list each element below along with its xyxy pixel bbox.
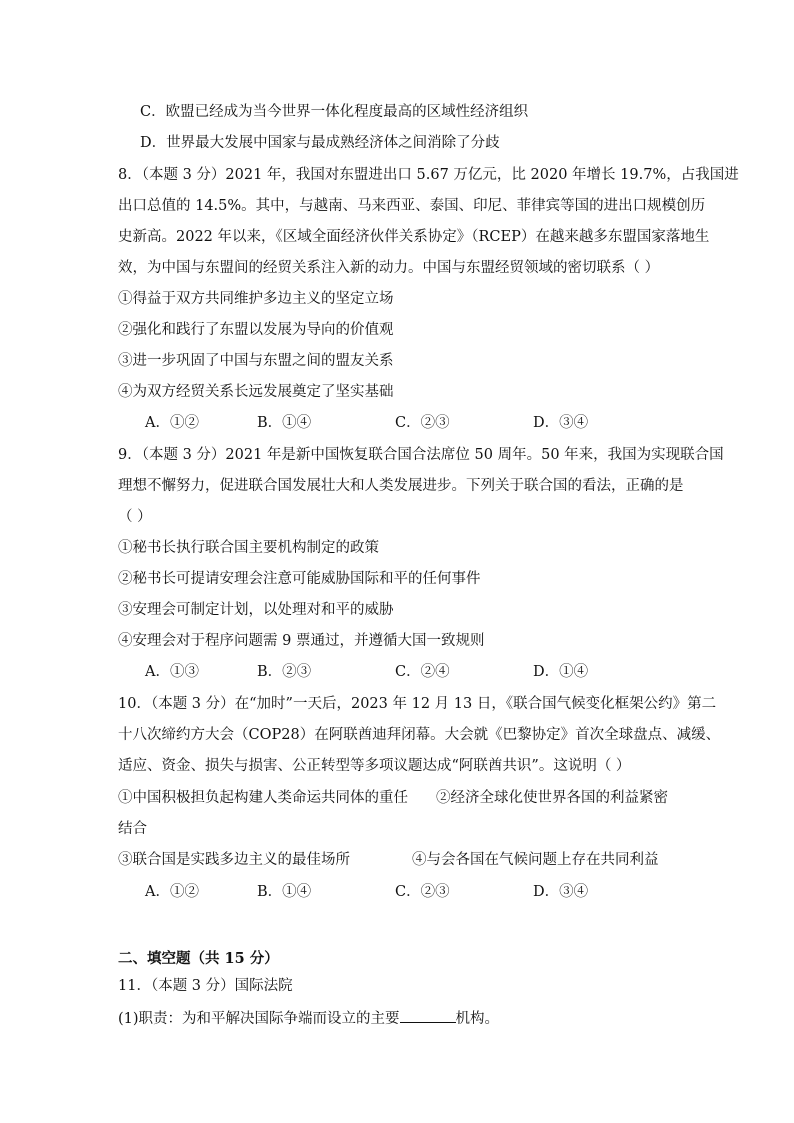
- q8-stem-line-1: 8．（本题 3 分）2021 年，我国对东盟进出口 5.67 万亿元，比 2020 年增长 19.7%，占我国进: [118, 167, 739, 183]
- q10-choice-b[interactable]: B．①④: [257, 884, 312, 900]
- q10-choice-c[interactable]: C．②③: [395, 884, 450, 900]
- q10-choice-a[interactable]: A．①②: [145, 884, 199, 900]
- q9-stem-line-3: （ ）: [118, 509, 152, 525]
- q8-statement-1: ①得益于双方共同维护多边主义的坚定立场: [118, 291, 394, 307]
- q7-option-c[interactable]: C．欧盟已经成为当今世界一体化程度最高的区域性经济组织: [140, 104, 529, 120]
- q8-choice-a[interactable]: A．①②: [145, 415, 199, 431]
- q9-statement-3: ③安理会可制定计划，以处理对和平的威胁: [118, 602, 394, 618]
- q8-statement-2: ②强化和践行了东盟以发展为导向的价值观: [118, 322, 394, 338]
- q10-statement-2-cont: 结合: [118, 821, 147, 837]
- q11-stem: 11．（本题 3 分）国际法院: [118, 978, 293, 994]
- q9-choice-d[interactable]: D．①④: [533, 664, 589, 680]
- q9-stem-line-1: 9．（本题 3 分）2021 年是新中国恢复联合国合法席位 50 周年。50 年来，我国为实现联合国: [118, 447, 724, 463]
- q8-choice-d[interactable]: D．③④: [533, 415, 589, 431]
- q10-stem-line-1: 10．（本题 3 分）在“加时”一天后，2023 年 12 月 13 日，《联合国气候变化框架公约》第二: [118, 696, 717, 712]
- q9-stem-line-2: 理想不懈努力，促进联合国发展壮大和人类发展进步。下列关于联合国的看法，正确的是: [118, 478, 684, 494]
- q10-statement-2: ②经济全球化使世界各国的利益紧密: [436, 790, 668, 806]
- q10-statement-3: ③联合国是实践多边主义的最佳场所: [118, 852, 350, 868]
- section-heading: 二、填空题（共 15 分）: [118, 950, 279, 967]
- q9-statement-2: ②秘书长可提请安理会注意可能威胁国际和平的任何事件: [118, 571, 481, 587]
- q10-choice-d[interactable]: D．③④: [533, 884, 589, 900]
- q10-statement-4: ④与会各国在气候问题上存在共同利益: [412, 852, 659, 868]
- q10-stem-line-3: 适应、资金、损失与损害、公正转型等多项议题达成“阿联酋共识”。这说明（ ）: [118, 758, 631, 774]
- q8-choice-b[interactable]: B．①④: [257, 415, 312, 431]
- q8-stem-line-2: 出口总值的 14.5%。其中，与越南、马来西亚、泰国、印尼、菲律宾等国的进出口规模创历: [118, 198, 706, 214]
- q9-choice-c[interactable]: C．②④: [395, 664, 450, 680]
- q8-stem-line-3: 史新高。2022 年以来，《区域全面经济伙伴关系协定》（RCEP）在越来越多东盟国家落地生: [118, 229, 710, 245]
- q7-option-d[interactable]: D．世界最大发展中国家与最成熟经济体之间消除了分歧: [140, 135, 500, 151]
- q8-stem-line-4: 效，为中国与东盟间的经贸关系注入新的动力。中国与东盟经贸领域的密切联系（ ）: [118, 260, 660, 276]
- q8-statement-3: ③进一步巩固了中国与东盟之间的盟友关系: [118, 353, 394, 369]
- q10-stem-line-2: 十八次缔约方大会（COP28）在阿联酋迪拜闭幕。大会就《巴黎协定》首次全球盘点、减缓、: [118, 727, 721, 743]
- q11-sub1-prefix: (1)职责：为和平解决国际争端而设立的主要: [118, 1011, 400, 1027]
- q9-choice-a[interactable]: A．①③: [145, 664, 199, 680]
- q9-statement-4: ④安理会对于程序问题需 9 票通过，并遵循大国一致规则: [118, 633, 485, 649]
- q8-choice-c[interactable]: C．②③: [395, 415, 450, 431]
- q11-sub1: [118, 1008, 499, 1029]
- q9-choice-b[interactable]: B．②③: [257, 664, 312, 680]
- q10-statement-1: ①中国积极担负起构建人类命运共同体的重任: [118, 790, 408, 806]
- q9-statement-1: ①秘书长执行联合国主要机构制定的政策: [118, 540, 379, 556]
- q8-statement-4: ④为双方经贸关系长远发展奠定了坚实基础: [118, 384, 394, 400]
- q11-sub1-blank[interactable]: [400, 1008, 456, 1023]
- q11-sub1-suffix: 机构。: [455, 1011, 500, 1027]
